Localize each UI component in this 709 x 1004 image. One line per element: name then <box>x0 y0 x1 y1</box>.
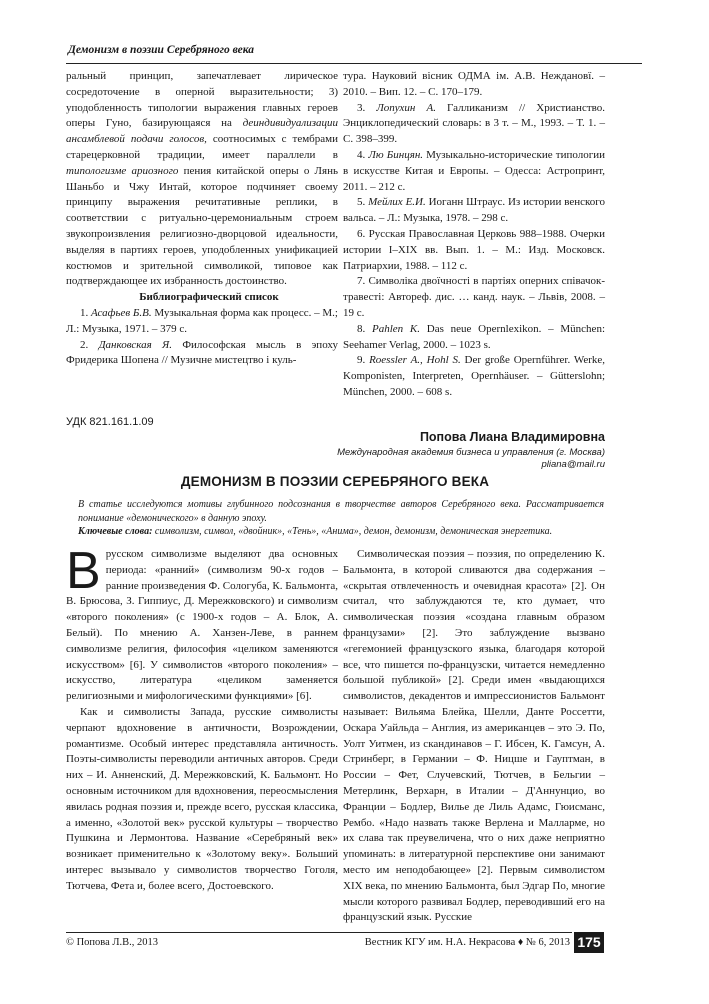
text-run: пения китайской оперы о Лянь Шаньбо и Чжу Интай, которое подчиняет своему принципу выражения речитативные реплики, в соответствии с ритуально-церемониальным строем звукопроизвления религиозно-дворцовой идеальности, выделяя в партиях героев, уподобленных унификацией костюмов и зрительной символикой, типовое как подтверждающее их избранность достоинство. <box>66 164 338 288</box>
bib-text: Музыкально-исторические типологии в искусстве Китая и Европы. – Одесса: Астропринт, 2011. – 212 с. <box>343 148 605 193</box>
bib-number: 2. <box>80 338 89 351</box>
bib-number: 5. <box>357 196 366 209</box>
udc-code: УДК 821.161.1.09 <box>66 416 154 428</box>
bib-text: Das neue Opernlexikon. – München: Seehamer Verlag, 2000. – 1023 s. <box>343 322 605 351</box>
author-email: pliana@mail.ru <box>541 459 605 470</box>
bib-entry <box>66 306 338 338</box>
text-run: ральный принцип, запечатлевает лирическое сосредоточение в оперной выразительности; 3) уподобленность типологии выражения главных героев оперы Гуно, базирующаяся на <box>66 70 338 130</box>
bib-author: Pahlen K. <box>372 322 421 335</box>
bib-entry <box>343 101 605 148</box>
bib-author: Данковская Я. <box>98 338 173 351</box>
bib-entry <box>343 274 605 321</box>
bib-author: Мейлих Е.И. <box>368 196 426 209</box>
bib-text: Иоганн Штраус. Из истории венского вальса. – Л.: Музыка, 1978. – 298 с. <box>343 196 606 225</box>
bib-author: Roessler A., Hohl S. <box>369 354 461 367</box>
bib-entry <box>66 338 338 370</box>
bib-text: Музыкальная форма как процесс. – М.; Л.: Музыка, 1971. – 379 с. <box>66 306 338 335</box>
bib-author: Лопухин А. <box>376 101 436 114</box>
bib-entry <box>343 322 605 354</box>
bib-text: Галликанизм // Христианство. Энциклопедический словарь: в 3 т. – М., 1993. – Т. 1. – С. 398–399. <box>343 101 606 146</box>
prev-article-right-column <box>343 69 605 401</box>
paragraph-text: русском символизме выделяют два основных периода: «ранний» (символизм 90-х годов – ранние произведения Ф. Сологуба, К. Бальмонта, В. Брюсова, З. Гиппиус, Д. Мережковского) и символизм «второго поколения» (с 1900-х годов – А. Блок, А. Белый). По мнению А. Ханзен-Леве, в раннем символизме религия, философия «целиком заменяются искусством» [6]. У символистов «второго поколения» – искусство, литература «целиком заменяется религиозными и мифологическими функциями» [6]. <box>66 548 338 703</box>
author-affiliation: Международная академия бизнеса и управления (г. Москва) <box>337 447 605 458</box>
bib-number: 7. <box>357 275 366 288</box>
author-name: Попова Лиана Владимировна <box>419 430 605 444</box>
bib-number: 8. <box>357 322 366 335</box>
bib-entry <box>343 353 605 400</box>
italic-run: деиндивидуализации ансамблевой подачи голосов, <box>66 117 338 146</box>
keywords-text: символизм, символ, «двойник», «Тень», «Анима», демон, демонизм, демоническая энергетика. <box>152 526 553 538</box>
copyright: © Попова Л.В., 2013 <box>66 937 159 948</box>
prev-article-paragraph <box>66 69 338 290</box>
page-number: 175 <box>574 932 604 953</box>
bib-entry <box>343 227 605 274</box>
bib-number: 4. <box>357 148 366 161</box>
journal-info: Вестник КГУ им. Н.А. Некрасова ♦ № 6, 2013 <box>364 937 570 948</box>
body-left-column <box>66 542 338 895</box>
bib-number: 9. <box>357 354 366 367</box>
footer-rule <box>66 932 572 933</box>
bib-entry <box>343 148 605 195</box>
prev-article-left-column <box>66 69 338 369</box>
bib-number: 3. <box>357 101 366 114</box>
bib-author: Лю Бинцян. <box>368 148 424 161</box>
body-paragraph: Символическая поэзия – поэзия, по определению К. Бальмонта, в которой сливаются два содержания – «скрытая отвлеченность и очевидная красота» [2]. Он считал, что заблуждаются те, кто думает, что символическая поэзия «создана главным образом французами» [2]. Это заблуждение вызвано «гегемонией французского языка, благодаря которой все, что пишется по-французски, читается немедленно большой публикой» [2]. Среди имен «выдающихся символистов, декадентов и импрессионистов Бальмонт называет: Вильяма Блейка, Шелли, Данте Россетти, Оскара Уайльда – Англия, из американцев – это Э. По, Уолт Уитмен, из скандинавов – Г. Ибсен, К. Гамсун, А. Стринберг, в Германии – Ф. Ницше и Гауптман, в России – Фет, Случевский, Тютчев, в Бельгии – Метерлинк, Верхарн, в Италии – Д'Аннунцио, во Франции – Бодлер, Вилье де Лиль Адамс, Гюисманс, Рембо. «Надо назвать также Верлена и Малларме, но их слава так преувеличена, что о них даже неприятно упоминать: в литературной перспективе они занимают место им неподобающее» [2]. Первым символистом XIX века, по мнению Бальмонта, был Эдгар По, многие мысли которого развивал Бодлер, переводивший его на французский язык. Русские <box>343 548 605 924</box>
bib-text: Философская мысль в эпоху Фридерика Шопена // Музичне мистецтво і куль- <box>66 338 338 367</box>
bib-text: Русская Православная Церковь 988–1988. Очерки истории I–XIX вв. Вып. 1. – М.: Изд. Московск. Патриархии, 1988. – 112 с. <box>343 227 605 272</box>
italic-run: типологизме ариозного <box>66 164 179 177</box>
keywords <box>78 525 604 539</box>
bib-continuation: тура. Науковий вісник ОДМА ім. А.В. Неждановї. – 2010. – Вип. 12. – С. 170–179. <box>343 70 605 98</box>
text-run: соотносимых с тембрами старецерковной традиции, имеет параллели в <box>66 133 338 161</box>
abstract-text: В статье исследуются мотивы глубинного подсознания в творчестве авторов Серебряного века. Рассматривается понимание «демонического» в данную эпоху. <box>78 499 604 524</box>
header-rule <box>66 63 642 64</box>
abstract-block <box>78 498 604 539</box>
bib-author: Асафьев Б.В. <box>91 306 152 319</box>
bib-text: Der große Opernführer. Werke, Komponisten, Interpreten, Opernhäuser. – Gütterslohn; München, 2000. – 608 s. <box>343 354 606 398</box>
bib-entry <box>343 195 605 227</box>
body-paragraph <box>66 542 338 705</box>
body-paragraph: Как и символисты Запада, русские символисты черпают вдохновение в античности, Возрождении, романтизме. Особый интерес представляла античность. Поэты-символисты переводили античных авторов. Среди них – И. Анненский, Д. Мережковский, К. Бальмонт. Но основным источником для вдохновения, переосмысления явилась родная поэзия и, прежде всего, русская классика, а именно, «Золотой век» русской культуры – творчество Пушкина и Лермонтова. Название «Серебряный век» возникает применительно к «Золотому веку». Больший интерес вызывало у символистов творчество Гоголя, Тютчева, Фета и, более всего, Достоевского. <box>66 705 338 892</box>
bib-number: 1. <box>80 306 89 319</box>
bib-number: 6. <box>357 227 366 240</box>
running-head: Демонизм в поэзии Серебряного века <box>68 44 255 56</box>
keywords-label: Ключевые слова: <box>78 526 153 538</box>
bibliography-heading: Библиографический список <box>139 291 279 304</box>
article-title: ДЕМОНИЗМ В ПОЭЗИИ СЕРЕБРЯНОГО ВЕКА <box>180 474 490 489</box>
bib-text: Символіка двоїчності в партіях оперних співачок-травесті: Автореф. дис. … канд. наук. – Львів, 2008. – 19 с. <box>343 275 605 319</box>
drop-cap: В <box>66 542 101 600</box>
body-right-column <box>343 547 605 926</box>
